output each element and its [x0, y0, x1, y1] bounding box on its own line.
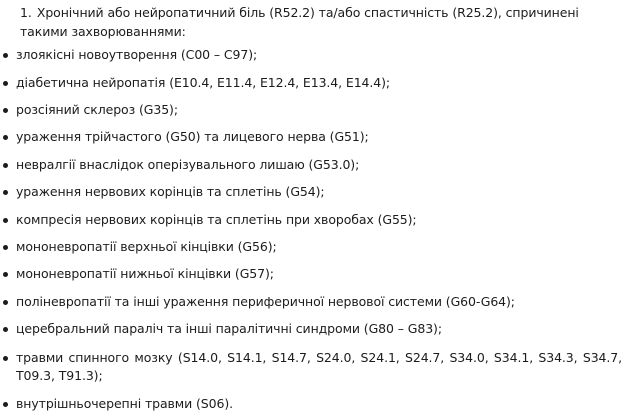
- list-number: 1.: [20, 5, 32, 20]
- list-item-label: діабетична нейропатія (E10.4, E11.4, E12.4, E13.4, E14.4);: [16, 75, 391, 90]
- bullet-icon: [3, 190, 8, 195]
- list-heading: [20, 3, 620, 41]
- list-item-label: травми спинного мозку (S14.0, S14.1, S14.7, S24.0, S24.1, S24.7, S34.0, S34.1, S34.3, S34.7, T09.3, T91.3);: [16, 350, 622, 383]
- bullet-icon: [3, 245, 8, 250]
- list-item-label: злоякісні новоутворення (C00 – C97);: [16, 47, 258, 62]
- list-item-label: компресія нервових корінців та сплетінь при хворобах (G55);: [16, 212, 417, 227]
- bullet-icon: [3, 53, 8, 58]
- bullet-icon: [3, 108, 8, 113]
- bullet-icon: [3, 218, 8, 223]
- bullet-icon: [3, 272, 8, 277]
- list-item-label: ураження нервових корінців та сплетінь (G54);: [16, 184, 325, 199]
- list-item-label: розсіяний склероз (G35);: [16, 102, 178, 117]
- list-heading-text: Хронічний або нейропатичний біль (R52.2) та/або спастичність (R25.2), спричинені такими захворюваннями:: [20, 5, 579, 39]
- list-item-label: внутрішньочерепні травми (S06).: [16, 396, 233, 411]
- bullet-icon: [3, 135, 8, 140]
- bullet-icon: [3, 402, 8, 407]
- bullet-icon: [3, 356, 8, 361]
- bullet-icon: [3, 163, 8, 168]
- bullet-icon: [3, 327, 8, 332]
- list-item-label: невралгії внаслідок оперізувального лишаю (G53.0);: [16, 157, 360, 172]
- list-item-label: мононевропатії верхньої кінцівки (G56);: [16, 239, 277, 254]
- list-item-label: ураження трійчастого (G50) та лицевого нерва (G51);: [16, 129, 369, 144]
- list-item-label: мононевропатії нижньої кінцівки (G57);: [16, 266, 274, 281]
- bullet-icon: [3, 300, 8, 305]
- list-item-label: поліневропатії та інші ураження периферичної нервової системи (G60-G64);: [16, 294, 515, 309]
- list-item-label: церебральний параліч та інші паралітичні синдроми (G80 – G83);: [16, 321, 442, 336]
- bullet-icon: [3, 81, 8, 86]
